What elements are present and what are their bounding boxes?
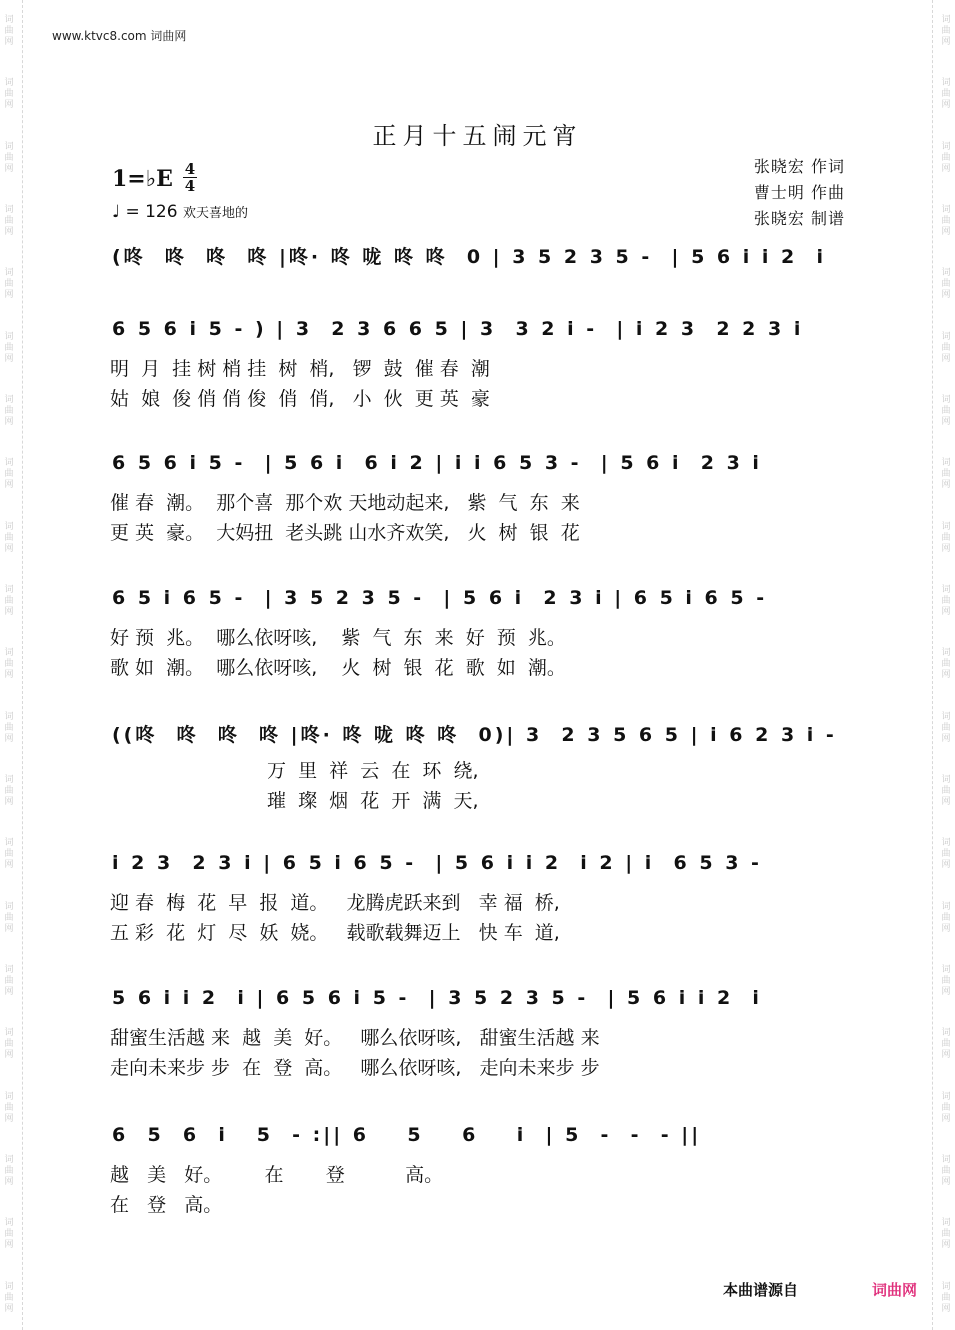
watermark-char: 词	[4, 1281, 14, 1292]
watermark-char: 词	[4, 1218, 14, 1229]
notes-line: 6 5 6 i 5 - ) | 3 2 3 6 6 5 | 3 3 2 i - | i 2 3 2 2 3 i	[112, 318, 804, 340]
watermark-char: 词	[4, 585, 14, 596]
watermark-char: 曲	[941, 1166, 951, 1177]
credit-arranger: 张晓宏 制谱	[753, 209, 845, 228]
watermark-group	[939, 902, 953, 935]
watermark-char: 曲	[4, 216, 14, 227]
score-system	[108, 850, 848, 944]
notes-line: (咚 咚 咚 咚 |咚· 咚 咙 咚 咚 0 | 3 5 2 3 5 - | 5 6 i i 2 i	[112, 246, 826, 268]
watermark-group	[939, 838, 953, 871]
watermark-char: 词	[941, 458, 951, 469]
watermark-group	[2, 775, 16, 808]
watermark-group	[939, 268, 953, 301]
watermark-char: 词	[941, 648, 951, 659]
watermark-group	[2, 902, 16, 935]
time-signature-bottom: 4	[184, 177, 196, 195]
watermark-char: 词	[4, 775, 14, 786]
credit-lyricist: 张晓宏 作词	[753, 157, 845, 176]
watermark-char: 网	[941, 1240, 951, 1251]
watermark-char: 曲	[941, 976, 951, 987]
watermark-char: 网	[941, 860, 951, 871]
watermark-char: 曲	[4, 1102, 14, 1113]
watermark-group	[939, 585, 953, 618]
footer-source: 本曲谱源自	[723, 1281, 799, 1299]
watermark-char: 曲	[941, 279, 951, 290]
watermark-char: 词	[941, 965, 951, 976]
lyric-line: 明 月 挂 树 梢 挂 树 梢, 锣 鼓 催 春 潮	[110, 358, 490, 380]
watermark-char: 网	[4, 290, 14, 301]
watermark-group	[939, 205, 953, 238]
watermark-char: 词	[941, 775, 951, 786]
watermark-char: 曲	[941, 532, 951, 543]
credit-composer: 曹士明 作曲	[753, 183, 845, 202]
watermark-char: 网	[941, 733, 951, 744]
tempo-value: = 126	[125, 202, 178, 222]
watermark-char: 曲	[941, 406, 951, 417]
credits	[754, 154, 845, 232]
watermark-group	[2, 838, 16, 871]
notes-line: 5 6 i i 2 i | 6 5 6 i 5 - | 3 5 2 3 5 - | 5 6 i i 2 i	[112, 987, 762, 1009]
watermark-char: 网	[941, 923, 951, 934]
watermark-char: 词	[4, 458, 14, 469]
watermark-char: 网	[4, 100, 14, 111]
watermark-char: 曲	[941, 1292, 951, 1303]
lyric-line: 璀 璨 烟 花 开 满 天,	[110, 790, 479, 812]
watermark-char: 网	[941, 227, 951, 238]
watermark-char: 词	[4, 1155, 14, 1166]
watermark-char: 曲	[941, 722, 951, 733]
watermark-char: 词	[4, 205, 14, 216]
watermark-char: 网	[4, 163, 14, 174]
watermark-group	[939, 712, 953, 745]
watermark-char: 网	[941, 100, 951, 111]
time-signature	[183, 162, 197, 193]
watermark-char: 词	[941, 78, 951, 89]
watermark-char: 词	[4, 521, 14, 532]
watermark-char: 网	[941, 163, 951, 174]
score-system	[108, 240, 848, 270]
watermark-char: 词	[4, 15, 14, 26]
watermark-char: 曲	[4, 342, 14, 353]
watermark-char: 曲	[941, 89, 951, 100]
footer-brand: 词曲网	[872, 1281, 918, 1299]
notes-line: 6 5 6 i 5 - | 5 6 i 6 i 2 | i i 6 5 3 - | 5 6 i 2 3 i	[112, 452, 762, 474]
watermark-group	[939, 648, 953, 681]
page-title: 正月十五闹元宵	[372, 122, 583, 150]
watermark-char: 词	[4, 901, 14, 912]
watermark-char: 曲	[941, 152, 951, 163]
lyric-line: 越 美 好。 在 登 高。	[110, 1164, 444, 1186]
lyric-line: 好 预 兆。 哪么依呀咳, 紫 气 东 来 好 预 兆。	[110, 627, 566, 649]
watermark-char: 网	[4, 923, 14, 934]
watermark-char: 网	[4, 1177, 14, 1188]
watermark-char: 曲	[4, 532, 14, 543]
lyric-line: 更 英 豪。 大妈扭 老头跳 山水齐欢笑, 火 树 银 花	[110, 522, 580, 544]
watermark-char: 曲	[4, 722, 14, 733]
watermark-group	[939, 522, 953, 555]
watermark-char: 网	[4, 1303, 14, 1314]
watermark-char: 词	[941, 711, 951, 722]
watermark-char: 曲	[941, 342, 951, 353]
watermark-char: 词	[4, 711, 14, 722]
watermark-char: 词	[941, 1218, 951, 1229]
time-signature-top: 4	[184, 160, 196, 178]
watermark-group	[2, 332, 16, 365]
watermark-char: 词	[941, 15, 951, 26]
watermark-char: 网	[941, 37, 951, 48]
watermark-char: 曲	[941, 786, 951, 797]
watermark-char: 曲	[4, 26, 14, 37]
watermark-char: 曲	[941, 596, 951, 607]
watermark-char: 词	[4, 648, 14, 659]
site-url: www.ktvc8.com 词曲网	[52, 29, 187, 43]
lyric-line: 歌 如 潮。 哪么依呀咳, 火 树 银 花 歌 如 潮。	[110, 657, 566, 679]
watermark-char: 曲	[4, 596, 14, 607]
watermark-char: 网	[941, 543, 951, 554]
watermark-group	[939, 1282, 953, 1315]
lyric-line: 五 彩 花 灯 尽 妖 娆。 载歌载舞迈上 快 车 道,	[110, 922, 560, 944]
watermark-char: 网	[941, 1050, 951, 1061]
watermark-char: 曲	[941, 1229, 951, 1240]
watermark-char: 词	[4, 965, 14, 976]
watermark-char: 曲	[4, 152, 14, 163]
watermark-char: 词	[4, 268, 14, 279]
lyric-line: 迎 春 梅 花 早 报 道。 龙腾虎跃来到 幸 福 桥,	[110, 892, 560, 914]
watermark-char: 词	[941, 1281, 951, 1292]
score-system	[108, 316, 848, 410]
watermark-char: 词	[941, 268, 951, 279]
watermark-char: 网	[4, 480, 14, 491]
watermark-group	[2, 965, 16, 998]
watermark-char: 网	[4, 417, 14, 428]
score-system	[108, 1122, 848, 1216]
watermark-group	[939, 1218, 953, 1251]
watermark-char: 词	[941, 838, 951, 849]
watermark-char: 网	[941, 797, 951, 808]
watermark-char: 曲	[941, 849, 951, 860]
watermark-char: 网	[4, 733, 14, 744]
watermark-group	[2, 522, 16, 555]
watermark-char: 词	[4, 838, 14, 849]
watermark-group	[939, 332, 953, 365]
tempo-mood: 欢天喜地的	[182, 206, 248, 221]
watermark-group	[2, 78, 16, 111]
quarter-note-icon: ♩	[112, 202, 121, 222]
watermark-char: 网	[4, 1240, 14, 1251]
left-watermark-strip	[2, 0, 16, 1330]
watermark-group	[2, 1092, 16, 1125]
notes-line: ((咚 咚 咚 咚 |咚· 咚 咙 咚 咚 0)| 3 2 3 5 6 5 | i 6 2 3 i -	[112, 724, 837, 746]
watermark-group	[2, 458, 16, 491]
watermark-char: 词	[941, 1155, 951, 1166]
watermark-group	[2, 1282, 16, 1315]
watermark-char: 词	[941, 1028, 951, 1039]
score-system	[108, 985, 848, 1079]
watermark-char: 词	[4, 331, 14, 342]
watermark-group	[2, 1155, 16, 1188]
watermark-char: 网	[941, 290, 951, 301]
lyric-line: 催 春 潮。 那个喜 那个欢 天地动起来, 紫 气 东 来	[110, 492, 580, 514]
watermark-group	[939, 395, 953, 428]
watermark-char: 曲	[4, 469, 14, 480]
watermark-char: 网	[941, 1177, 951, 1188]
watermark-char: 曲	[941, 26, 951, 37]
watermark-char: 网	[4, 1050, 14, 1061]
watermark-char: 词	[941, 521, 951, 532]
watermark-char: 网	[4, 353, 14, 364]
notes-line: 6 5 6 i 5 - :|| 6 5 6 i | 5 - - - ||	[112, 1124, 702, 1146]
watermark-char: 曲	[4, 89, 14, 100]
watermark-char: 网	[4, 37, 14, 48]
watermark-char: 曲	[4, 912, 14, 923]
left-divider	[22, 0, 24, 1330]
watermark-char: 词	[4, 1091, 14, 1102]
watermark-group	[939, 78, 953, 111]
watermark-char: 网	[4, 860, 14, 871]
lyric-line: 走向未来步 步 在 登 高。 哪么依呀咳, 走向未来步 步	[110, 1057, 600, 1079]
watermark-char: 网	[941, 987, 951, 998]
watermark-group	[939, 458, 953, 491]
watermark-group	[2, 268, 16, 301]
watermark-char: 曲	[941, 659, 951, 670]
watermark-char: 网	[4, 797, 14, 808]
score-system	[108, 718, 848, 812]
score-system	[108, 585, 848, 679]
watermark-char: 网	[941, 670, 951, 681]
watermark-group	[2, 648, 16, 681]
watermark-char: 网	[941, 353, 951, 364]
right-watermark-strip	[939, 0, 953, 1330]
watermark-char: 网	[4, 670, 14, 681]
watermark-group	[939, 775, 953, 808]
watermark-char: 词	[941, 901, 951, 912]
lyric-line: 在 登 高。	[110, 1194, 223, 1216]
lyric-line: 姑 娘 俊 俏 俏 俊 俏 俏, 小 伙 更 英 豪	[110, 388, 490, 410]
watermark-group	[2, 395, 16, 428]
watermark-char: 网	[4, 227, 14, 238]
watermark-char: 词	[4, 78, 14, 89]
watermark-char: 曲	[4, 976, 14, 987]
watermark-group	[939, 965, 953, 998]
watermark-group	[2, 205, 16, 238]
watermark-char: 词	[4, 395, 14, 406]
watermark-group	[939, 1028, 953, 1061]
notes-line: 6 5 i 6 5 - | 3 5 2 3 5 - | 5 6 i 2 3 i | 6 5 i 6 5 -	[112, 587, 768, 609]
watermark-char: 网	[941, 1113, 951, 1124]
watermark-char: 词	[4, 141, 14, 152]
watermark-char: 曲	[4, 1292, 14, 1303]
watermark-group	[2, 1028, 16, 1061]
watermark-char: 网	[4, 543, 14, 554]
watermark-char: 网	[4, 1113, 14, 1124]
watermark-char: 曲	[941, 1039, 951, 1050]
watermark-char: 词	[941, 585, 951, 596]
watermark-char: 曲	[4, 786, 14, 797]
watermark-char: 词	[941, 1091, 951, 1102]
watermark-char: 网	[941, 607, 951, 618]
watermark-group	[2, 585, 16, 618]
watermark-char: 词	[941, 141, 951, 152]
watermark-char: 词	[4, 1028, 14, 1039]
watermark-group	[939, 1092, 953, 1125]
watermark-char: 网	[4, 987, 14, 998]
tempo-marking	[112, 202, 248, 222]
watermark-char: 词	[941, 205, 951, 216]
watermark-char: 曲	[941, 216, 951, 227]
watermark-char: 曲	[4, 659, 14, 670]
watermark-group	[939, 15, 953, 48]
watermark-char: 曲	[4, 1039, 14, 1050]
watermark-char: 曲	[4, 1166, 14, 1177]
watermark-char: 曲	[941, 1102, 951, 1113]
right-divider	[932, 0, 934, 1330]
lyric-line: 万 里 祥 云 在 环 绕,	[110, 760, 479, 782]
watermark-char: 曲	[4, 279, 14, 290]
watermark-char: 网	[941, 417, 951, 428]
watermark-char: 网	[941, 480, 951, 491]
watermark-group	[939, 1155, 953, 1188]
key-signature: 1=♭E	[112, 166, 173, 192]
score-system	[108, 450, 848, 544]
watermark-char: 网	[4, 607, 14, 618]
watermark-group	[2, 15, 16, 48]
watermark-group	[2, 712, 16, 745]
notes-line: i 2 3 2 3 i | 6 5 i 6 5 - | 5 6 i i 2 i 2 | i 6 5 3 -	[112, 852, 762, 874]
watermark-char: 词	[941, 395, 951, 406]
watermark-char: 曲	[941, 912, 951, 923]
watermark-char: 曲	[4, 406, 14, 417]
watermark-char: 曲	[4, 849, 14, 860]
watermark-char: 词	[941, 331, 951, 342]
watermark-char: 曲	[941, 469, 951, 480]
watermark-group	[2, 1218, 16, 1251]
watermark-char: 曲	[4, 1229, 14, 1240]
watermark-char: 网	[941, 1303, 951, 1314]
lyric-line: 甜蜜生活越 来 越 美 好。 哪么依呀咳, 甜蜜生活越 来	[110, 1027, 600, 1049]
